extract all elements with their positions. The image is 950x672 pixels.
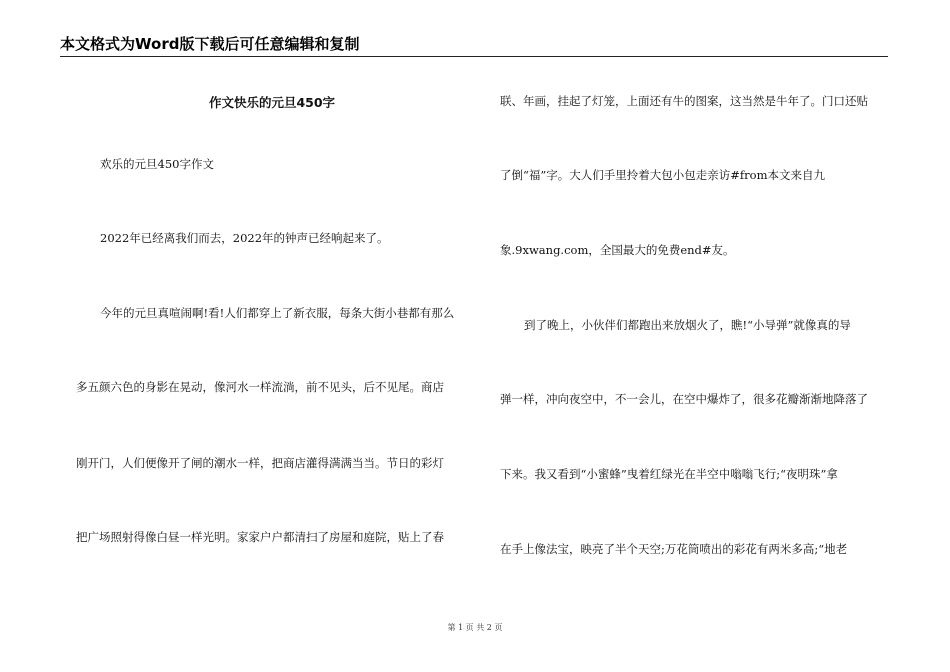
paragraph-line: 多五颜六色的身影在晃动，像河水一样流淌，前不见头，后不见尾。商店 bbox=[76, 380, 444, 394]
paragraph-line: 今年的元旦真喧闹啊!看!人们都穿上了新衣服，每条大街小巷都有那么 bbox=[100, 306, 455, 320]
paragraph-line: 在手上像法宝，映亮了半个天空;万花筒喷出的彩花有两米多高;“地老 bbox=[500, 542, 848, 556]
document-header-banner: 本文格式为Word版下载后可任意编辑和复制 bbox=[60, 34, 888, 57]
paragraph-line: 联、年画，挂起了灯笼，上面还有牛的图案，这当然是牛年了。门口还贴 bbox=[500, 94, 868, 108]
article-title: 作文快乐的元旦450字 bbox=[208, 95, 336, 110]
paragraph-line: 2022年已经离我们而去，2022年的钟声已经响起来了。 bbox=[100, 231, 389, 245]
paragraph-line: 到了晚上，小伙伴们都跑出来放烟火了，瞧!“小导弹”就像真的导 bbox=[524, 318, 851, 332]
paragraph-line: 欢乐的元旦450字作文 bbox=[100, 157, 214, 171]
paragraph-line: 刚开门，人们便像开了闸的潮水一样，把商店灌得满满当当。节日的彩灯 bbox=[76, 456, 444, 470]
paragraph-line: 下来。我又看到“小蜜蜂”曳着红绿光在半空中嗡嗡飞行;“夜明珠”拿 bbox=[500, 467, 838, 481]
page-number-footer: 第 1 页 共 2 页 bbox=[447, 623, 503, 632]
paragraph-line: 把广场照射得像白昼一样光明。家家户户都清扫了房屋和庭院，贴上了春 bbox=[76, 530, 444, 544]
paragraph-line: 了倒“福”字。大人们手里拎着大包小包走亲访#from本文来自九 bbox=[500, 168, 825, 182]
paragraph-line: 弹一样，冲向夜空中，不一会儿，在空中爆炸了，很多花瓣渐渐地降落了 bbox=[500, 392, 868, 406]
paragraph-line: 象.9xwang.com，全国最大的免费end#友。 bbox=[500, 243, 735, 257]
